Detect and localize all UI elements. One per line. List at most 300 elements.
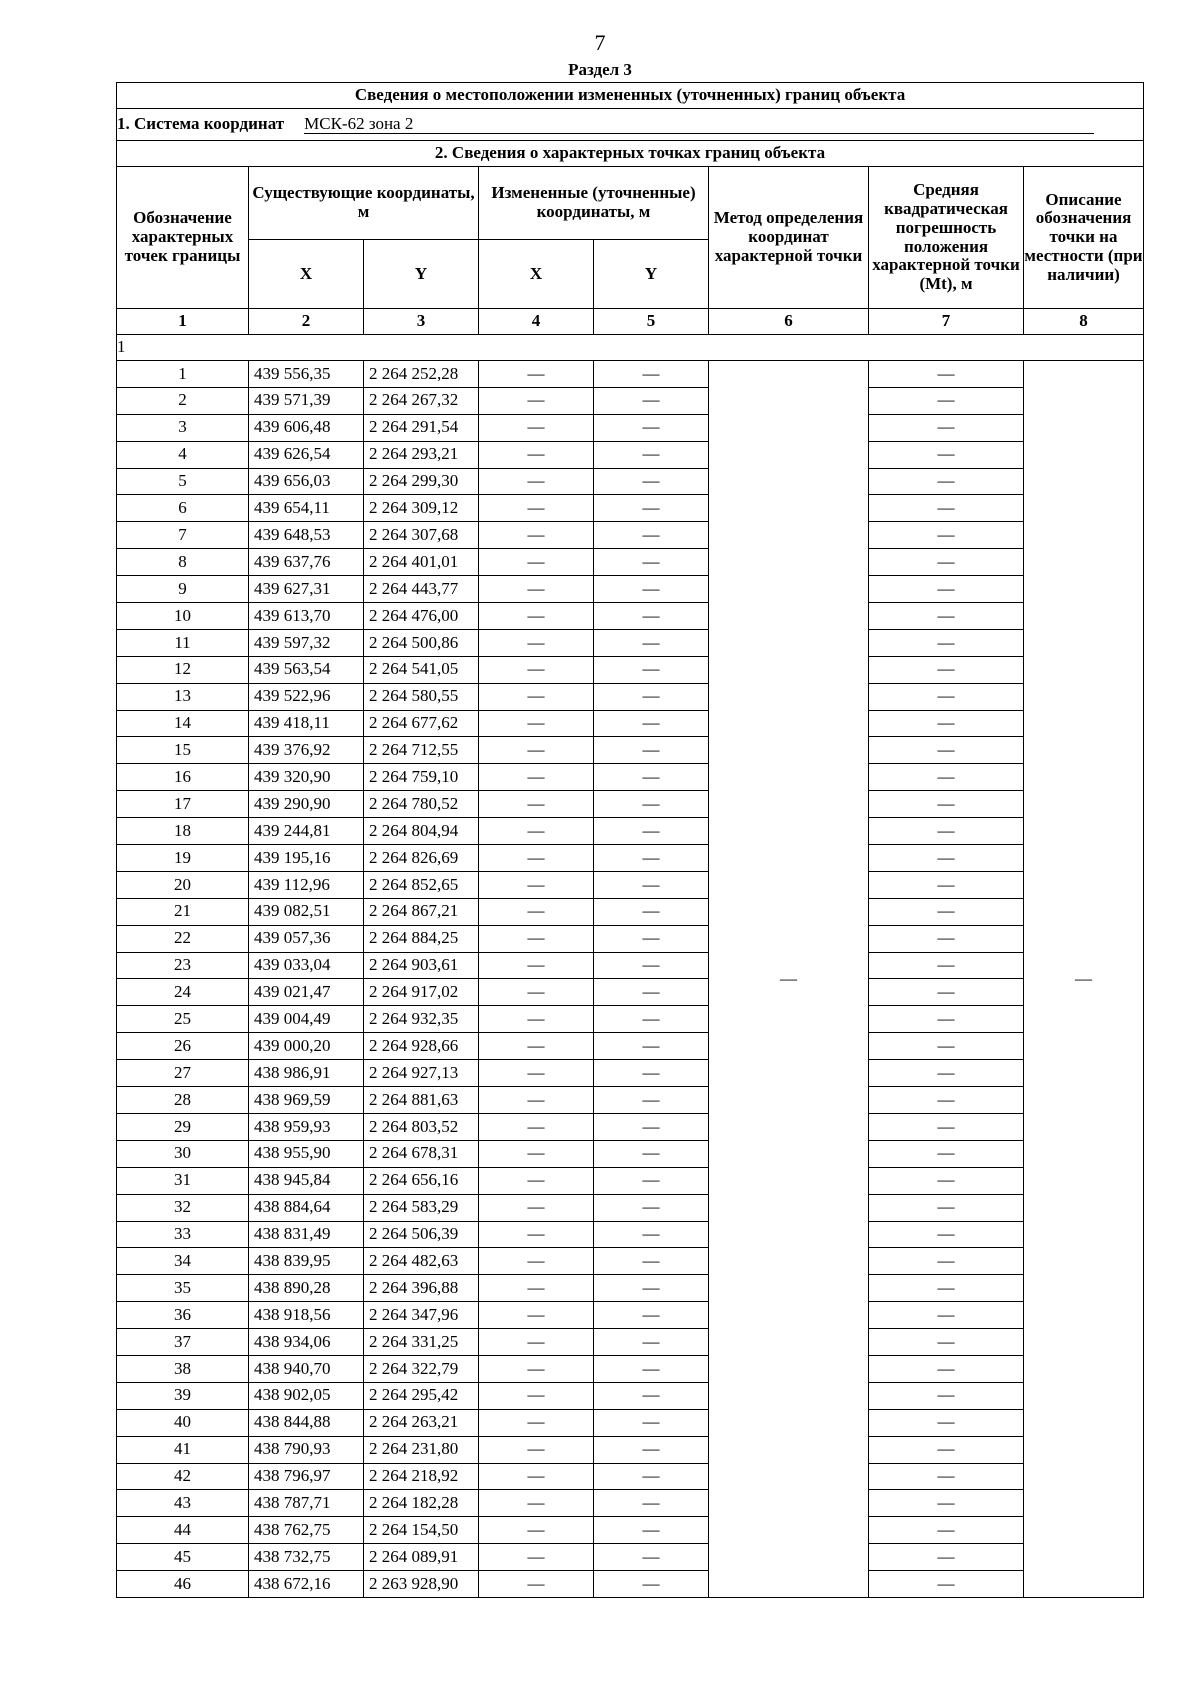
accuracy-value: — [869,603,1024,630]
changed-x: — [479,683,594,710]
changed-y: — [594,1355,709,1382]
point-number: 4 [117,441,249,468]
changed-x: — [479,871,594,898]
accuracy-value: — [869,1006,1024,1033]
point-number: 45 [117,1544,249,1571]
accuracy-value: — [869,1113,1024,1140]
existing-x: 438 890,28 [249,1275,364,1302]
accuracy-value: — [869,549,1024,576]
changed-y: — [594,871,709,898]
point-number: 10 [117,603,249,630]
point-number: 27 [117,1060,249,1087]
existing-y: 2 264 089,91 [364,1544,479,1571]
existing-y: 2 264 884,25 [364,925,479,952]
existing-y: 2 264 917,02 [364,979,479,1006]
existing-x: 438 902,05 [249,1382,364,1409]
existing-y: 2 264 291,54 [364,414,479,441]
point-number: 6 [117,495,249,522]
accuracy-value: — [869,1463,1024,1490]
existing-y: 2 264 482,63 [364,1248,479,1275]
table-row [117,387,1144,414]
existing-y: 2 264 826,69 [364,845,479,872]
point-number: 21 [117,898,249,925]
existing-y: 2 264 932,35 [364,1006,479,1033]
header-changed-y: Y [594,240,709,309]
table-row [117,414,1144,441]
existing-x: 438 918,56 [249,1302,364,1329]
column-number: 4 [479,309,594,335]
changed-x: — [479,710,594,737]
table-row [117,1302,1144,1329]
accuracy-value: — [869,414,1024,441]
existing-x: 439 613,70 [249,603,364,630]
method-value: — [709,361,869,1598]
existing-y: 2 264 347,96 [364,1302,479,1329]
changed-y: — [594,603,709,630]
point-number: 24 [117,979,249,1006]
changed-x: — [479,1060,594,1087]
point-number: 32 [117,1194,249,1221]
existing-x: 439 571,39 [249,387,364,414]
existing-x: 438 945,84 [249,1167,364,1194]
point-number: 31 [117,1167,249,1194]
existing-x: 439 112,96 [249,871,364,898]
table-row [117,1517,1144,1544]
table-row [117,1571,1144,1598]
point-number: 16 [117,764,249,791]
point-number: 11 [117,629,249,656]
existing-y: 2 264 331,25 [364,1329,479,1356]
existing-x: 439 057,36 [249,925,364,952]
existing-y: 2 264 677,62 [364,710,479,737]
accuracy-value: — [869,898,1024,925]
existing-x: 439 195,16 [249,845,364,872]
table-row [117,549,1144,576]
existing-y: 2 264 396,88 [364,1275,479,1302]
changed-y: — [594,1060,709,1087]
existing-y: 2 264 307,68 [364,522,479,549]
changed-y: — [594,629,709,656]
table-row [117,1140,1144,1167]
existing-y: 2 264 780,52 [364,791,479,818]
existing-y: 2 264 252,28 [364,361,479,388]
existing-y: 2 264 583,29 [364,1194,479,1221]
accuracy-value: — [869,710,1024,737]
accuracy-value: — [869,979,1024,1006]
accuracy-value: — [869,1436,1024,1463]
existing-x: 439 033,04 [249,952,364,979]
accuracy-value: — [869,656,1024,683]
point-number: 15 [117,737,249,764]
changed-x: — [479,925,594,952]
table-row [117,1490,1144,1517]
changed-x: — [479,1087,594,1114]
existing-x: 438 762,75 [249,1517,364,1544]
column-number: 1 [117,309,249,335]
accuracy-value: — [869,1087,1024,1114]
existing-y: 2 264 309,12 [364,495,479,522]
point-number: 8 [117,549,249,576]
changed-y: — [594,522,709,549]
table-row [117,576,1144,603]
changed-x: — [479,1248,594,1275]
changed-y: — [594,656,709,683]
existing-x: 439 290,90 [249,791,364,818]
accuracy-value: — [869,1571,1024,1598]
changed-y: — [594,1490,709,1517]
column-number: 7 [869,309,1024,335]
changed-x: — [479,441,594,468]
existing-y: 2 264 656,16 [364,1167,479,1194]
table-row [117,1544,1144,1571]
header-point-id: Обозначение характерных точек границы [117,167,249,309]
changed-x: — [479,1490,594,1517]
changed-y: — [594,1087,709,1114]
point-number: 20 [117,871,249,898]
changed-y: — [594,845,709,872]
changed-x: — [479,1463,594,1490]
accuracy-value: — [869,1167,1024,1194]
existing-x: 438 884,64 [249,1194,364,1221]
point-number: 40 [117,1409,249,1436]
table-row [117,1006,1144,1033]
changed-x: — [479,629,594,656]
changed-x: — [479,1571,594,1598]
accuracy-value: — [869,1033,1024,1060]
boundary-points-table [116,82,1144,1598]
accuracy-value: — [869,791,1024,818]
existing-x: 439 626,54 [249,441,364,468]
table-row [117,1167,1144,1194]
accuracy-value: — [869,1140,1024,1167]
accuracy-value: — [869,1517,1024,1544]
table-row [117,737,1144,764]
changed-x: — [479,1194,594,1221]
changed-x: — [479,656,594,683]
table-row [117,952,1144,979]
column-number: 5 [594,309,709,335]
coordinate-system-row [117,109,1144,141]
changed-x: — [479,1221,594,1248]
changed-y: — [594,1006,709,1033]
column-number: 2 [249,309,364,335]
accuracy-value: — [869,925,1024,952]
point-number: 43 [117,1490,249,1517]
accuracy-value: — [869,1490,1024,1517]
table-row [117,845,1144,872]
changed-y: — [594,1033,709,1060]
changed-y: — [594,1571,709,1598]
table-row [117,522,1144,549]
changed-y: — [594,710,709,737]
coordinate-system-label: 1. Система координат [117,113,285,133]
point-number: 39 [117,1382,249,1409]
accuracy-value: — [869,1248,1024,1275]
table-row [117,603,1144,630]
existing-x: 439 522,96 [249,683,364,710]
accuracy-value: — [869,845,1024,872]
accuracy-value: — [869,1329,1024,1356]
existing-y: 2 264 506,39 [364,1221,479,1248]
changed-x: — [479,1113,594,1140]
point-number: 12 [117,656,249,683]
changed-y: — [594,925,709,952]
existing-y: 2 264 322,79 [364,1355,479,1382]
changed-y: — [594,414,709,441]
changed-y: — [594,1113,709,1140]
changed-y: — [594,387,709,414]
table-row [117,1409,1144,1436]
changed-x: — [479,1006,594,1033]
points-title: 2. Сведения о характерных точках границ объекта [117,141,1144,167]
changed-x: — [479,603,594,630]
changed-x: — [479,818,594,845]
changed-x: — [479,845,594,872]
header-changed-x: X [479,240,594,309]
table-row [117,1463,1144,1490]
accuracy-value: — [869,1060,1024,1087]
existing-y: 2 264 267,32 [364,387,479,414]
page-number: 7 [594,30,606,55]
table-row [117,495,1144,522]
existing-x: 438 787,71 [249,1490,364,1517]
accuracy-value: — [869,1409,1024,1436]
existing-y: 2 264 803,52 [364,1113,479,1140]
changed-y: — [594,1382,709,1409]
existing-y: 2 264 500,86 [364,629,479,656]
accuracy-value: — [869,818,1024,845]
changed-x: — [479,1382,594,1409]
accuracy-value: — [869,387,1024,414]
changed-x: — [479,1544,594,1571]
existing-x: 439 654,11 [249,495,364,522]
existing-x: 439 376,92 [249,737,364,764]
point-number: 34 [117,1248,249,1275]
table-row [117,656,1144,683]
column-number: 8 [1024,309,1144,335]
accuracy-value: — [869,1382,1024,1409]
changed-y: — [594,1248,709,1275]
accuracy-value: — [869,1544,1024,1571]
point-number: 30 [117,1140,249,1167]
point-number: 5 [117,468,249,495]
changed-y: — [594,1517,709,1544]
changed-y: — [594,818,709,845]
existing-x: 439 627,31 [249,576,364,603]
accuracy-value: — [869,1194,1024,1221]
existing-x: 438 959,93 [249,1113,364,1140]
changed-x: — [479,1033,594,1060]
table-row [117,1355,1144,1382]
point-number: 2 [117,387,249,414]
accuracy-value: — [869,361,1024,388]
point-number: 36 [117,1302,249,1329]
header-changed-coords: Измененные (уточненные) координаты, м [479,167,709,240]
existing-x: 439 418,11 [249,710,364,737]
changed-y: — [594,737,709,764]
changed-x: — [479,1355,594,1382]
accuracy-value: — [869,764,1024,791]
point-number: 18 [117,818,249,845]
table-row [117,1113,1144,1140]
section-title: Раздел 3 [568,60,632,79]
changed-y: — [594,1302,709,1329]
changed-x: — [479,495,594,522]
point-number: 33 [117,1221,249,1248]
table-row [117,468,1144,495]
changed-x: — [479,361,594,388]
existing-x: 438 672,16 [249,1571,364,1598]
changed-y: — [594,441,709,468]
existing-x: 439 597,32 [249,629,364,656]
existing-y: 2 264 804,94 [364,818,479,845]
existing-y: 2 264 881,63 [364,1087,479,1114]
point-number: 29 [117,1113,249,1140]
existing-y: 2 264 443,77 [364,576,479,603]
changed-y: — [594,1436,709,1463]
accuracy-value: — [869,629,1024,656]
accuracy-value: — [869,468,1024,495]
changed-x: — [479,576,594,603]
accuracy-value: — [869,441,1024,468]
changed-x: — [479,549,594,576]
changed-y: — [594,683,709,710]
existing-x: 438 969,59 [249,1087,364,1114]
table-row [117,1087,1144,1114]
changed-y: — [594,1194,709,1221]
changed-x: — [479,764,594,791]
existing-x: 438 732,75 [249,1544,364,1571]
changed-y: — [594,898,709,925]
table-row [117,710,1144,737]
point-number: 35 [117,1275,249,1302]
existing-y: 2 264 759,10 [364,764,479,791]
point-number: 37 [117,1329,249,1356]
table-title: Сведения о местоположении измененных (уточненных) границ объекта [117,83,1144,109]
changed-x: — [479,979,594,1006]
existing-x: 438 790,93 [249,1436,364,1463]
existing-y: 2 264 182,28 [364,1490,479,1517]
point-number: 42 [117,1463,249,1490]
accuracy-value: — [869,1221,1024,1248]
changed-y: — [594,952,709,979]
existing-y: 2 264 678,31 [364,1140,479,1167]
changed-x: — [479,387,594,414]
changed-x: — [479,468,594,495]
changed-y: — [594,1409,709,1436]
existing-x: 438 940,70 [249,1355,364,1382]
changed-y: — [594,1167,709,1194]
accuracy-value: — [869,1355,1024,1382]
header-existing-coords: Существующие координаты, м [249,167,479,240]
header-accuracy: Средняя квадратическая погрешность положения характерной точки (Mt), м [869,167,1024,309]
point-number: 46 [117,1571,249,1598]
existing-x: 439 021,47 [249,979,364,1006]
changed-x: — [479,1275,594,1302]
changed-x: — [479,414,594,441]
table-row [117,1060,1144,1087]
accuracy-value: — [869,522,1024,549]
existing-x: 438 844,88 [249,1409,364,1436]
table-row [117,979,1144,1006]
existing-y: 2 263 928,90 [364,1571,479,1598]
table-row [117,791,1144,818]
changed-y: — [594,1544,709,1571]
changed-y: — [594,1221,709,1248]
column-number: 3 [364,309,479,335]
existing-y: 2 264 295,42 [364,1382,479,1409]
changed-y: — [594,576,709,603]
table-row [117,1382,1144,1409]
changed-y: — [594,979,709,1006]
table-row [117,629,1144,656]
table-row [117,683,1144,710]
existing-y: 2 264 231,80 [364,1436,479,1463]
accuracy-value: — [869,576,1024,603]
changed-y: — [594,791,709,818]
existing-x: 439 320,90 [249,764,364,791]
changed-x: — [479,1302,594,1329]
point-number: 17 [117,791,249,818]
existing-x: 439 606,48 [249,414,364,441]
changed-x: — [479,1436,594,1463]
existing-y: 2 264 928,66 [364,1033,479,1060]
point-number: 3 [117,414,249,441]
changed-y: — [594,549,709,576]
accuracy-value: — [869,871,1024,898]
coordinate-system-value: МСК-62 зона 2 [304,115,1094,135]
existing-y: 2 264 263,21 [364,1409,479,1436]
header-existing-x: X [249,240,364,309]
changed-y: — [594,1463,709,1490]
point-number: 44 [117,1517,249,1544]
changed-y: — [594,1329,709,1356]
changed-y: — [594,764,709,791]
point-number: 28 [117,1087,249,1114]
table-row [117,1221,1144,1248]
existing-y: 2 264 218,92 [364,1463,479,1490]
existing-x: 438 986,91 [249,1060,364,1087]
existing-x: 438 955,90 [249,1140,364,1167]
changed-x: — [479,522,594,549]
existing-y: 2 264 580,55 [364,683,479,710]
existing-x: 439 656,03 [249,468,364,495]
point-number: 25 [117,1006,249,1033]
table-row [117,1329,1144,1356]
changed-y: — [594,1140,709,1167]
point-number: 41 [117,1436,249,1463]
point-number: 38 [117,1355,249,1382]
existing-y: 2 264 541,05 [364,656,479,683]
point-number: 26 [117,1033,249,1060]
existing-x: 439 648,53 [249,522,364,549]
accuracy-value: — [869,495,1024,522]
existing-y: 2 264 903,61 [364,952,479,979]
point-number: 1 [117,361,249,388]
existing-y: 2 264 476,00 [364,603,479,630]
table-row [117,1033,1144,1060]
changed-y: — [594,468,709,495]
existing-x: 438 796,97 [249,1463,364,1490]
existing-x: 439 637,76 [249,549,364,576]
changed-x: — [479,1329,594,1356]
changed-y: — [594,495,709,522]
contour-label: 1 [117,335,1144,361]
header-method: Метод определения координат характерной точки [709,167,869,309]
existing-y: 2 264 293,21 [364,441,479,468]
changed-x: — [479,898,594,925]
table-row [117,1248,1144,1275]
